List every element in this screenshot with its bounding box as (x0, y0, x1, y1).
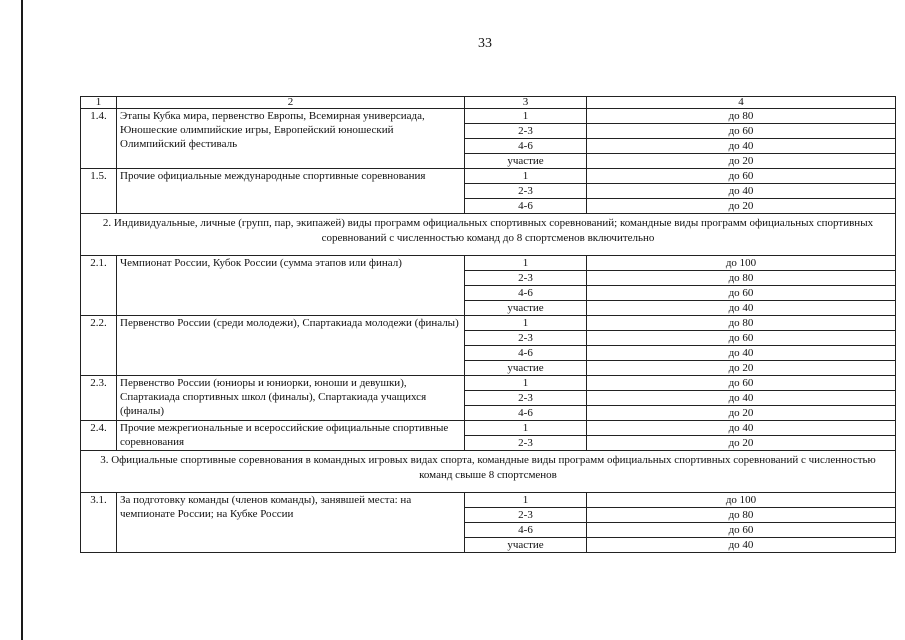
points-cell: до 20 (587, 361, 896, 376)
points-cell: до 60 (587, 331, 896, 346)
points-cell: до 60 (587, 523, 896, 538)
points-cell: до 40 (587, 139, 896, 154)
scan-margin-line (21, 0, 23, 640)
item-number: 1.5. (81, 169, 117, 214)
place-cell: 2-3 (465, 331, 587, 346)
section-heading-row (81, 451, 896, 493)
points-cell: до 100 (587, 256, 896, 271)
place-cell: 2-3 (465, 436, 587, 451)
header-cell: 4 (587, 97, 896, 109)
place-cell: 4-6 (465, 286, 587, 301)
table-row (81, 256, 896, 271)
points-table (80, 96, 896, 553)
place-cell: 1 (465, 109, 587, 124)
points-cell: до 40 (587, 391, 896, 406)
place-cell: 1 (465, 421, 587, 436)
item-label: Прочие официальные международные спортивные соревнования (117, 169, 465, 214)
place-cell: 4-6 (465, 139, 587, 154)
points-cell: до 40 (587, 421, 896, 436)
header-row (81, 97, 896, 109)
place-cell: 2-3 (465, 271, 587, 286)
points-cell: до 100 (587, 493, 896, 508)
place-cell: участие (465, 538, 587, 553)
header-cell: 2 (117, 97, 465, 109)
item-number: 2.3. (81, 376, 117, 421)
item-number: 2.1. (81, 256, 117, 316)
section-heading: 2. Индивидуальные, личные (групп, пар, экипажей) виды программ официальных спортивных соревнований; командные виды программ официальных спортивных соревнований с численностью команд до 8 спортсменов включительно (81, 214, 896, 256)
table-row (81, 493, 896, 508)
points-cell: до 20 (587, 199, 896, 214)
points-cell: до 40 (587, 538, 896, 553)
table-row (81, 376, 896, 391)
place-cell: 4-6 (465, 523, 587, 538)
table-row (81, 169, 896, 184)
points-cell: до 40 (587, 184, 896, 199)
table-row (81, 109, 896, 124)
table-row (81, 421, 896, 436)
place-cell: участие (465, 361, 587, 376)
section-heading-row (81, 214, 896, 256)
place-cell: 4-6 (465, 199, 587, 214)
place-cell: 1 (465, 376, 587, 391)
place-cell: участие (465, 154, 587, 169)
points-cell: до 20 (587, 436, 896, 451)
item-number: 2.4. (81, 421, 117, 451)
place-cell: участие (465, 301, 587, 316)
points-cell: до 20 (587, 154, 896, 169)
points-cell: до 80 (587, 271, 896, 286)
item-label: Чемпионат России, Кубок России (сумма этапов или финал) (117, 256, 465, 316)
place-cell: 2-3 (465, 391, 587, 406)
points-cell: до 60 (587, 169, 896, 184)
points-cell: до 40 (587, 301, 896, 316)
item-label: Прочие межрегиональные и всероссийские официальные спортивные соревнования (117, 421, 465, 451)
place-cell: 4-6 (465, 406, 587, 421)
item-number: 2.2. (81, 316, 117, 376)
points-cell: до 60 (587, 286, 896, 301)
table-row (81, 316, 896, 331)
points-cell: до 80 (587, 109, 896, 124)
place-cell: 2-3 (465, 124, 587, 139)
points-cell: до 80 (587, 316, 896, 331)
section-heading: 3. Официальные спортивные соревнования в командных игровых видах спорта, командные виды программ официальных спортивных соревнований с численностью команд свыше 8 спортсменов (81, 451, 896, 493)
place-cell: 2-3 (465, 508, 587, 523)
place-cell: 1 (465, 316, 587, 331)
item-label: Этапы Кубка мира, первенство Европы, Всемирная универсиада, Юношеские олимпийские игры, Европейский юношеский Олимпийский фестиваль (117, 109, 465, 169)
points-cell: до 80 (587, 508, 896, 523)
place-cell: 2-3 (465, 184, 587, 199)
points-cell: до 60 (587, 376, 896, 391)
page-number: 33 (478, 36, 492, 51)
item-number: 1.4. (81, 109, 117, 169)
header-cell: 1 (81, 97, 117, 109)
place-cell: 4-6 (465, 346, 587, 361)
place-cell: 1 (465, 169, 587, 184)
points-cell: до 60 (587, 124, 896, 139)
item-number: 3.1. (81, 493, 117, 553)
item-label: Первенство России (юниоры и юниорки, юноши и девушки), Спартакиада спортивных школ (финалы), Спартакиада учащихся (финалы) (117, 376, 465, 421)
place-cell: 1 (465, 256, 587, 271)
item-label: Первенство России (среди молодежи), Спартакиада молодежи (финалы) (117, 316, 465, 376)
place-cell: 1 (465, 493, 587, 508)
item-label: За подготовку команды (членов команды), занявшей места: на чемпионате России; на Кубке России (117, 493, 465, 553)
header-cell: 3 (465, 97, 587, 109)
points-cell: до 40 (587, 346, 896, 361)
points-cell: до 20 (587, 406, 896, 421)
